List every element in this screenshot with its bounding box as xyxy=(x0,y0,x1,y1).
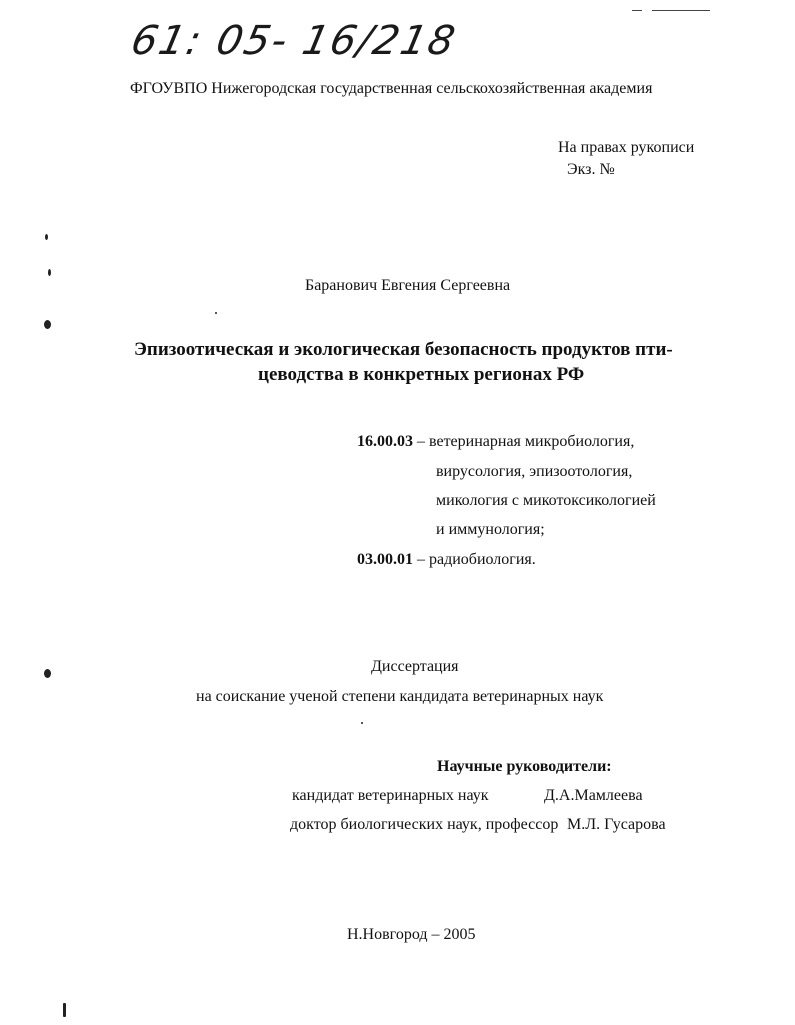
supervisor-name: М.Л. Гусарова xyxy=(567,816,666,833)
specialty-row xyxy=(357,550,536,570)
specialty-line: вирусология, эпизоотология, xyxy=(436,463,633,480)
scan-speck xyxy=(48,269,51,276)
specialty-separator: – xyxy=(413,551,429,568)
specialty-line: радиобиология. xyxy=(429,551,536,568)
dissertation-title-line1: Эпизоотическая и экологическая безопасность продуктов пти- xyxy=(134,339,673,360)
scan-speck xyxy=(215,312,217,314)
top-scan-line xyxy=(632,10,642,11)
supervisor-title: доктор биологических наук, профессор xyxy=(290,816,559,833)
author-name: Баранович Евгения Сергеевна xyxy=(305,277,511,294)
specialty-line: микология с микотоксикологией xyxy=(436,492,656,509)
document-type: Диссертация xyxy=(371,658,459,675)
specialty-code: 16.00.03 xyxy=(357,433,413,450)
institution-name: ФГОУВПО Нижегородская государственная сельскохозяйственная академия xyxy=(130,80,653,97)
rights-note: На правах рукописи xyxy=(558,139,695,156)
specialty-separator: – xyxy=(413,433,429,450)
city-year: Н.Новгород – 2005 xyxy=(347,926,476,943)
scan-speck xyxy=(63,1003,66,1017)
supervisor-name: Д.А.Мамлеева xyxy=(544,787,643,804)
supervisors-heading: Научные руководители: xyxy=(437,758,612,775)
scan-speck xyxy=(45,234,48,240)
scan-speck xyxy=(44,669,51,678)
specialty-code: 03.00.01 xyxy=(357,551,413,568)
degree-statement: на соискание ученой степени кандидата ветеринарных наук xyxy=(196,688,604,705)
specialty-line: ветеринарная микробиология, xyxy=(429,433,635,450)
dissertation-title-line2: цеводства в конкретных регионах РФ xyxy=(258,364,585,385)
top-scan-line-2 xyxy=(652,10,710,11)
supervisor-title: кандидат ветеринарных наук xyxy=(292,787,489,804)
handwritten-archive-code: 61: 05- 16/218 xyxy=(127,18,461,64)
copy-number: Экз. № xyxy=(567,161,615,178)
scan-speck xyxy=(44,320,51,329)
specialty-line: и иммунология; xyxy=(436,521,545,538)
scan-speck xyxy=(361,722,363,724)
specialty-row xyxy=(357,432,634,452)
